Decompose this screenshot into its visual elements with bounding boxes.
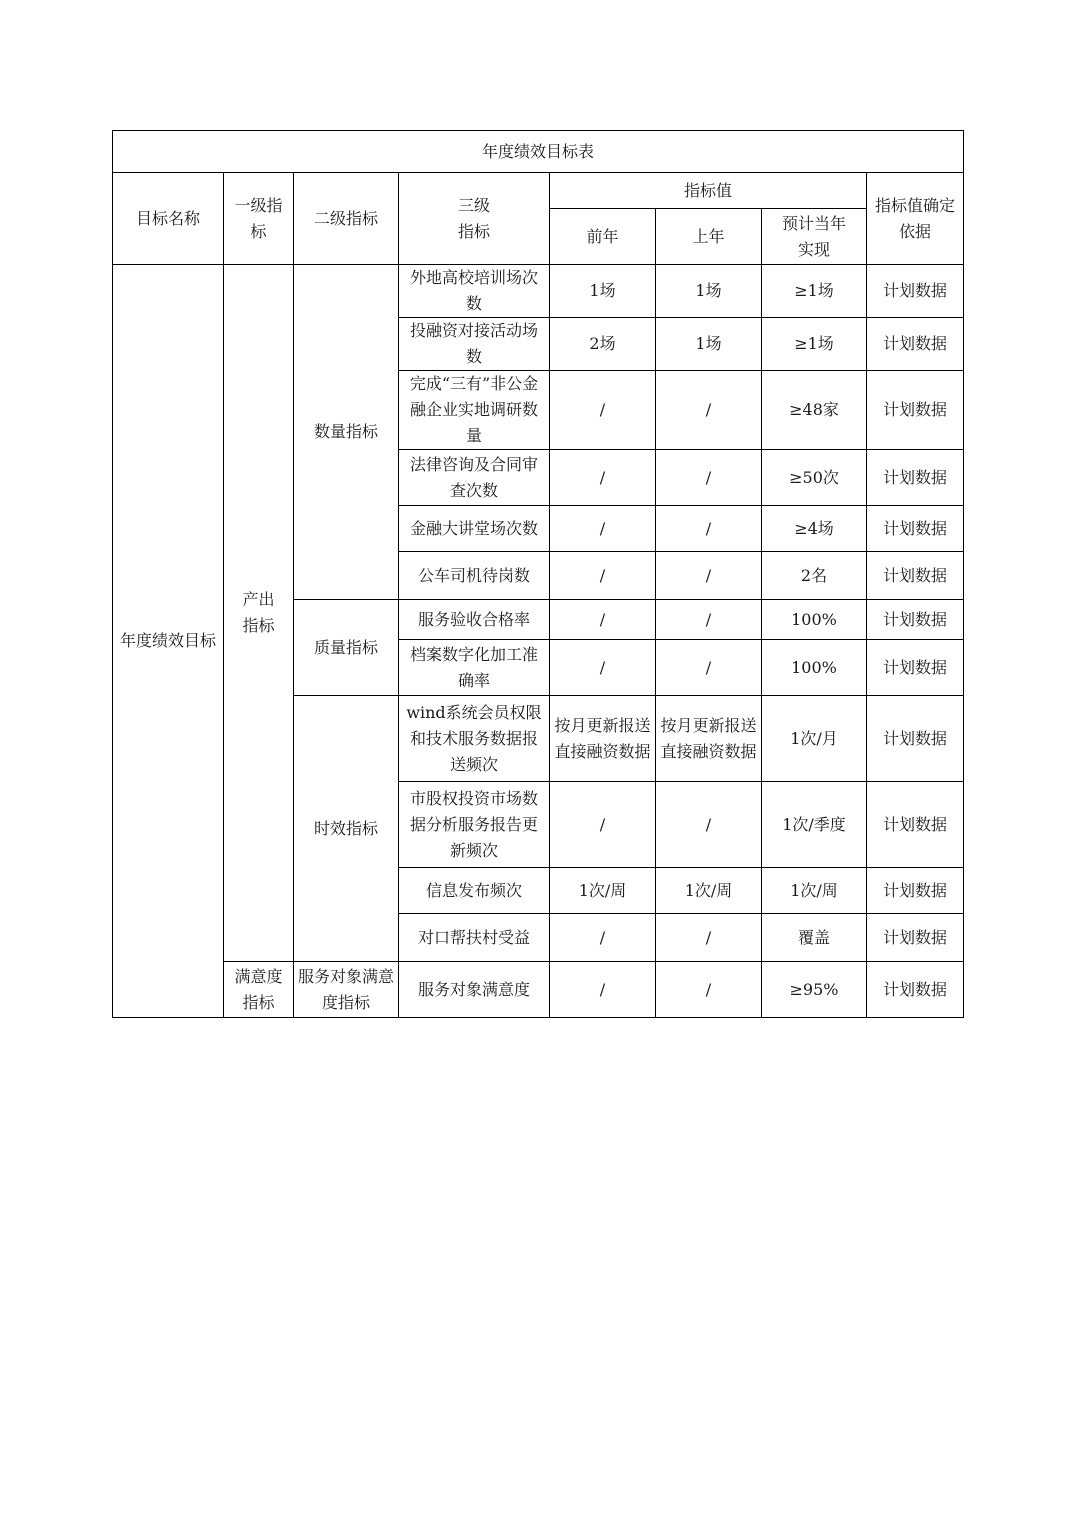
last-year-cell: 1场 — [656, 265, 762, 318]
basis-cell: 计划数据 — [867, 640, 964, 696]
basis-cell: 计划数据 — [867, 265, 964, 318]
indicator-cell: 公车司机待岗数 — [399, 552, 550, 600]
header-level1: 一级指 标 — [224, 173, 294, 265]
prev-year-cell: / — [550, 962, 656, 1018]
prev-year-cell: / — [550, 450, 656, 506]
header-level2: 二级指标 — [294, 173, 399, 265]
indicator-cell: 市股权投资市场数据分析服务报告更新频次 — [399, 782, 550, 868]
indicator-cell: wind系统会员权限和技术服务数据报送频次 — [399, 696, 550, 782]
level2-quality-cell: 质量指标 — [294, 600, 399, 696]
target-name-cell: 年度绩效目标 — [113, 265, 224, 1018]
level1-output-cell: 产出 指标 — [224, 265, 294, 962]
expected-cell: ≥50次 — [762, 450, 867, 506]
expected-cell: 1次/周 — [762, 868, 867, 914]
basis-cell: 计划数据 — [867, 371, 964, 450]
header-level3: 三级 指标 — [399, 173, 550, 265]
basis-cell: 计划数据 — [867, 868, 964, 914]
basis-cell: 计划数据 — [867, 782, 964, 868]
header-expected: 预计当年 实现 — [762, 209, 867, 265]
header-target-name: 目标名称 — [113, 173, 224, 265]
header-prev-year: 前年 — [550, 209, 656, 265]
expected-cell: 覆盖 — [762, 914, 867, 962]
last-year-cell: / — [656, 506, 762, 552]
indicator-cell: 法律咨询及合同审查次数 — [399, 450, 550, 506]
expected-cell: 100% — [762, 600, 867, 640]
basis-cell: 计划数据 — [867, 450, 964, 506]
level1-satisfaction-cell: 满意度 指标 — [224, 962, 294, 1018]
last-year-cell: / — [656, 640, 762, 696]
indicator-cell: 金融大讲堂场次数 — [399, 506, 550, 552]
header-indicator-value: 指标值 — [550, 173, 867, 209]
indicator-cell: 对口帮扶村受益 — [399, 914, 550, 962]
last-year-cell: / — [656, 450, 762, 506]
prev-year-cell: 2场 — [550, 318, 656, 371]
expected-cell: ≥1场 — [762, 265, 867, 318]
indicator-cell: 服务对象满意度 — [399, 962, 550, 1018]
last-year-cell: 1次/周 — [656, 868, 762, 914]
prev-year-cell: 按月更新报送直接融资数据 — [550, 696, 656, 782]
expected-cell: ≥48家 — [762, 371, 867, 450]
basis-cell: 计划数据 — [867, 506, 964, 552]
level2-quantity-cell: 数量指标 — [294, 265, 399, 600]
prev-year-cell: 1次/周 — [550, 868, 656, 914]
last-year-cell: / — [656, 552, 762, 600]
last-year-cell: / — [656, 914, 762, 962]
last-year-cell: / — [656, 371, 762, 450]
indicator-cell: 服务验收合格率 — [399, 600, 550, 640]
basis-cell: 计划数据 — [867, 914, 964, 962]
header-basis: 指标值确定 依据 — [867, 173, 964, 265]
basis-cell: 计划数据 — [867, 600, 964, 640]
basis-cell: 计划数据 — [867, 696, 964, 782]
prev-year-cell: / — [550, 914, 656, 962]
level2-timeliness-cell: 时效指标 — [294, 696, 399, 962]
prev-year-cell: / — [550, 506, 656, 552]
prev-year-cell: / — [550, 552, 656, 600]
last-year-cell: 1场 — [656, 318, 762, 371]
expected-cell: ≥95% — [762, 962, 867, 1018]
basis-cell: 计划数据 — [867, 962, 964, 1018]
expected-cell: ≥4场 — [762, 506, 867, 552]
prev-year-cell: / — [550, 371, 656, 450]
last-year-cell: / — [656, 782, 762, 868]
indicator-cell: 完成“三有”非公金融企业实地调研数量 — [399, 371, 550, 450]
prev-year-cell: / — [550, 640, 656, 696]
prev-year-cell: 1场 — [550, 265, 656, 318]
prev-year-cell: / — [550, 600, 656, 640]
indicator-cell: 信息发布频次 — [399, 868, 550, 914]
expected-cell: 1次/季度 — [762, 782, 867, 868]
basis-cell: 计划数据 — [867, 318, 964, 371]
last-year-cell: / — [656, 600, 762, 640]
annual-performance-table — [112, 130, 964, 1018]
indicator-cell: 外地高校培训场次数 — [399, 265, 550, 318]
header-last-year: 上年 — [656, 209, 762, 265]
table-title: 年度绩效目标表 — [113, 131, 964, 173]
expected-cell: ≥1场 — [762, 318, 867, 371]
indicator-cell: 投融资对接活动场数 — [399, 318, 550, 371]
indicator-cell: 档案数字化加工准确率 — [399, 640, 550, 696]
last-year-cell: 按月更新报送直接融资数据 — [656, 696, 762, 782]
basis-cell: 计划数据 — [867, 552, 964, 600]
expected-cell: 100% — [762, 640, 867, 696]
last-year-cell: / — [656, 962, 762, 1018]
expected-cell: 1次/月 — [762, 696, 867, 782]
prev-year-cell: / — [550, 782, 656, 868]
level2-satisfaction-cell: 服务对象满意 度指标 — [294, 962, 399, 1018]
expected-cell: 2名 — [762, 552, 867, 600]
